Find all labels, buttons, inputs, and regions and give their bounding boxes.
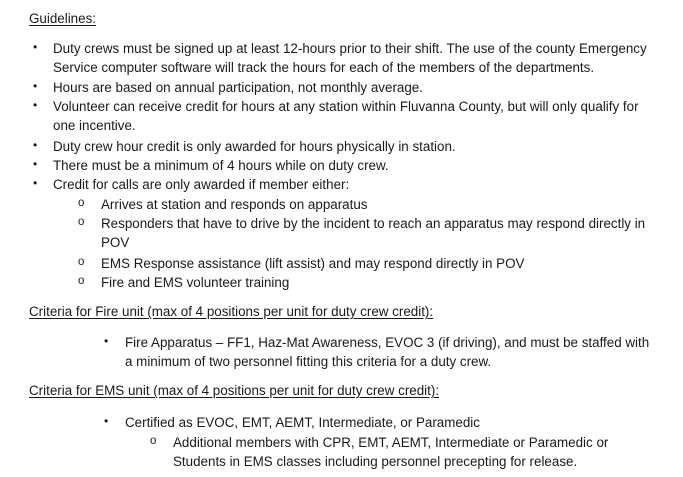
sub-bullet-icon: o (78, 256, 85, 268)
fire-criteria-heading: Criteria for Fire unit (max of 4 positions per unit for duty crew credit): (29, 304, 434, 319)
guideline-1-line-1: Duty crews must be signed up at least 12-hours prior to their shift. The use of the county Emergency (53, 41, 647, 56)
bullet-icon: • (33, 98, 38, 112)
guideline-4-line-1: Duty crew hour credit is only awarded for hours physically in station. (53, 139, 456, 154)
fire-item-line-1: Fire Apparatus – FF1, Haz-Mat Awareness, EVOC 3 (if driving), and must be staffed with (125, 335, 650, 350)
sub-bullet-icon: o (150, 435, 157, 447)
sub-bullet-icon: o (78, 275, 85, 287)
ems-item-line-1: Certified as EVOC, EMT, AEMT, Intermediate, or Paramedic (125, 415, 480, 430)
ems-sub-item-line-2: Students in EMS classes including personnel precepting for release. (173, 454, 578, 469)
bullet-icon: • (33, 40, 38, 54)
sub-item-3-line-1: EMS Response assistance (lift assist) and may respond directly in POV (101, 256, 525, 271)
bullet-icon: • (33, 176, 38, 190)
sub-item-4-line-1: Fire and EMS volunteer training (101, 275, 290, 290)
guideline-3-line-1: Volunteer can receive credit for hours at any station within Fluvanna County, but will only qualify for (53, 99, 639, 114)
bullet-icon: • (104, 414, 109, 428)
fire-item-line-2: a minimum of two personnel fitting this criteria for a duty crew. (125, 354, 492, 369)
bullet-icon: • (33, 138, 38, 152)
ems-sub-item-line-1: Additional members with CPR, EMT, AEMT, Intermediate or Paramedic or (173, 435, 609, 450)
bullet-icon: • (104, 334, 109, 348)
guideline-5-line-1: There must be a minimum of 4 hours while on duty crew. (53, 158, 389, 173)
sub-item-2-line-1: Responders that have to drive by the incident to reach an apparatus may respond directly in (101, 216, 646, 231)
guideline-3-line-2: one incentive. (53, 118, 136, 133)
guideline-1-line-2: Service computer software will track the hours for each of the members of the departments. (53, 60, 595, 75)
bullet-icon: • (33, 79, 38, 93)
sub-item-1-line-1: Arrives at station and responds on apparatus (101, 197, 368, 212)
sub-item-2-line-2: POV (101, 235, 130, 250)
guideline-6-line-1: Credit for calls are only awarded if member either: (53, 177, 350, 192)
sub-bullet-icon: o (78, 216, 85, 228)
guideline-2-line-1: Hours are based on annual participation, not monthly average. (53, 80, 423, 95)
bullet-icon: • (33, 157, 38, 171)
guidelines-heading: Guidelines: (29, 11, 96, 26)
ems-criteria-heading: Criteria for EMS unit (max of 4 positions per unit for duty crew credit): (29, 383, 440, 398)
sub-bullet-icon: o (78, 197, 85, 209)
